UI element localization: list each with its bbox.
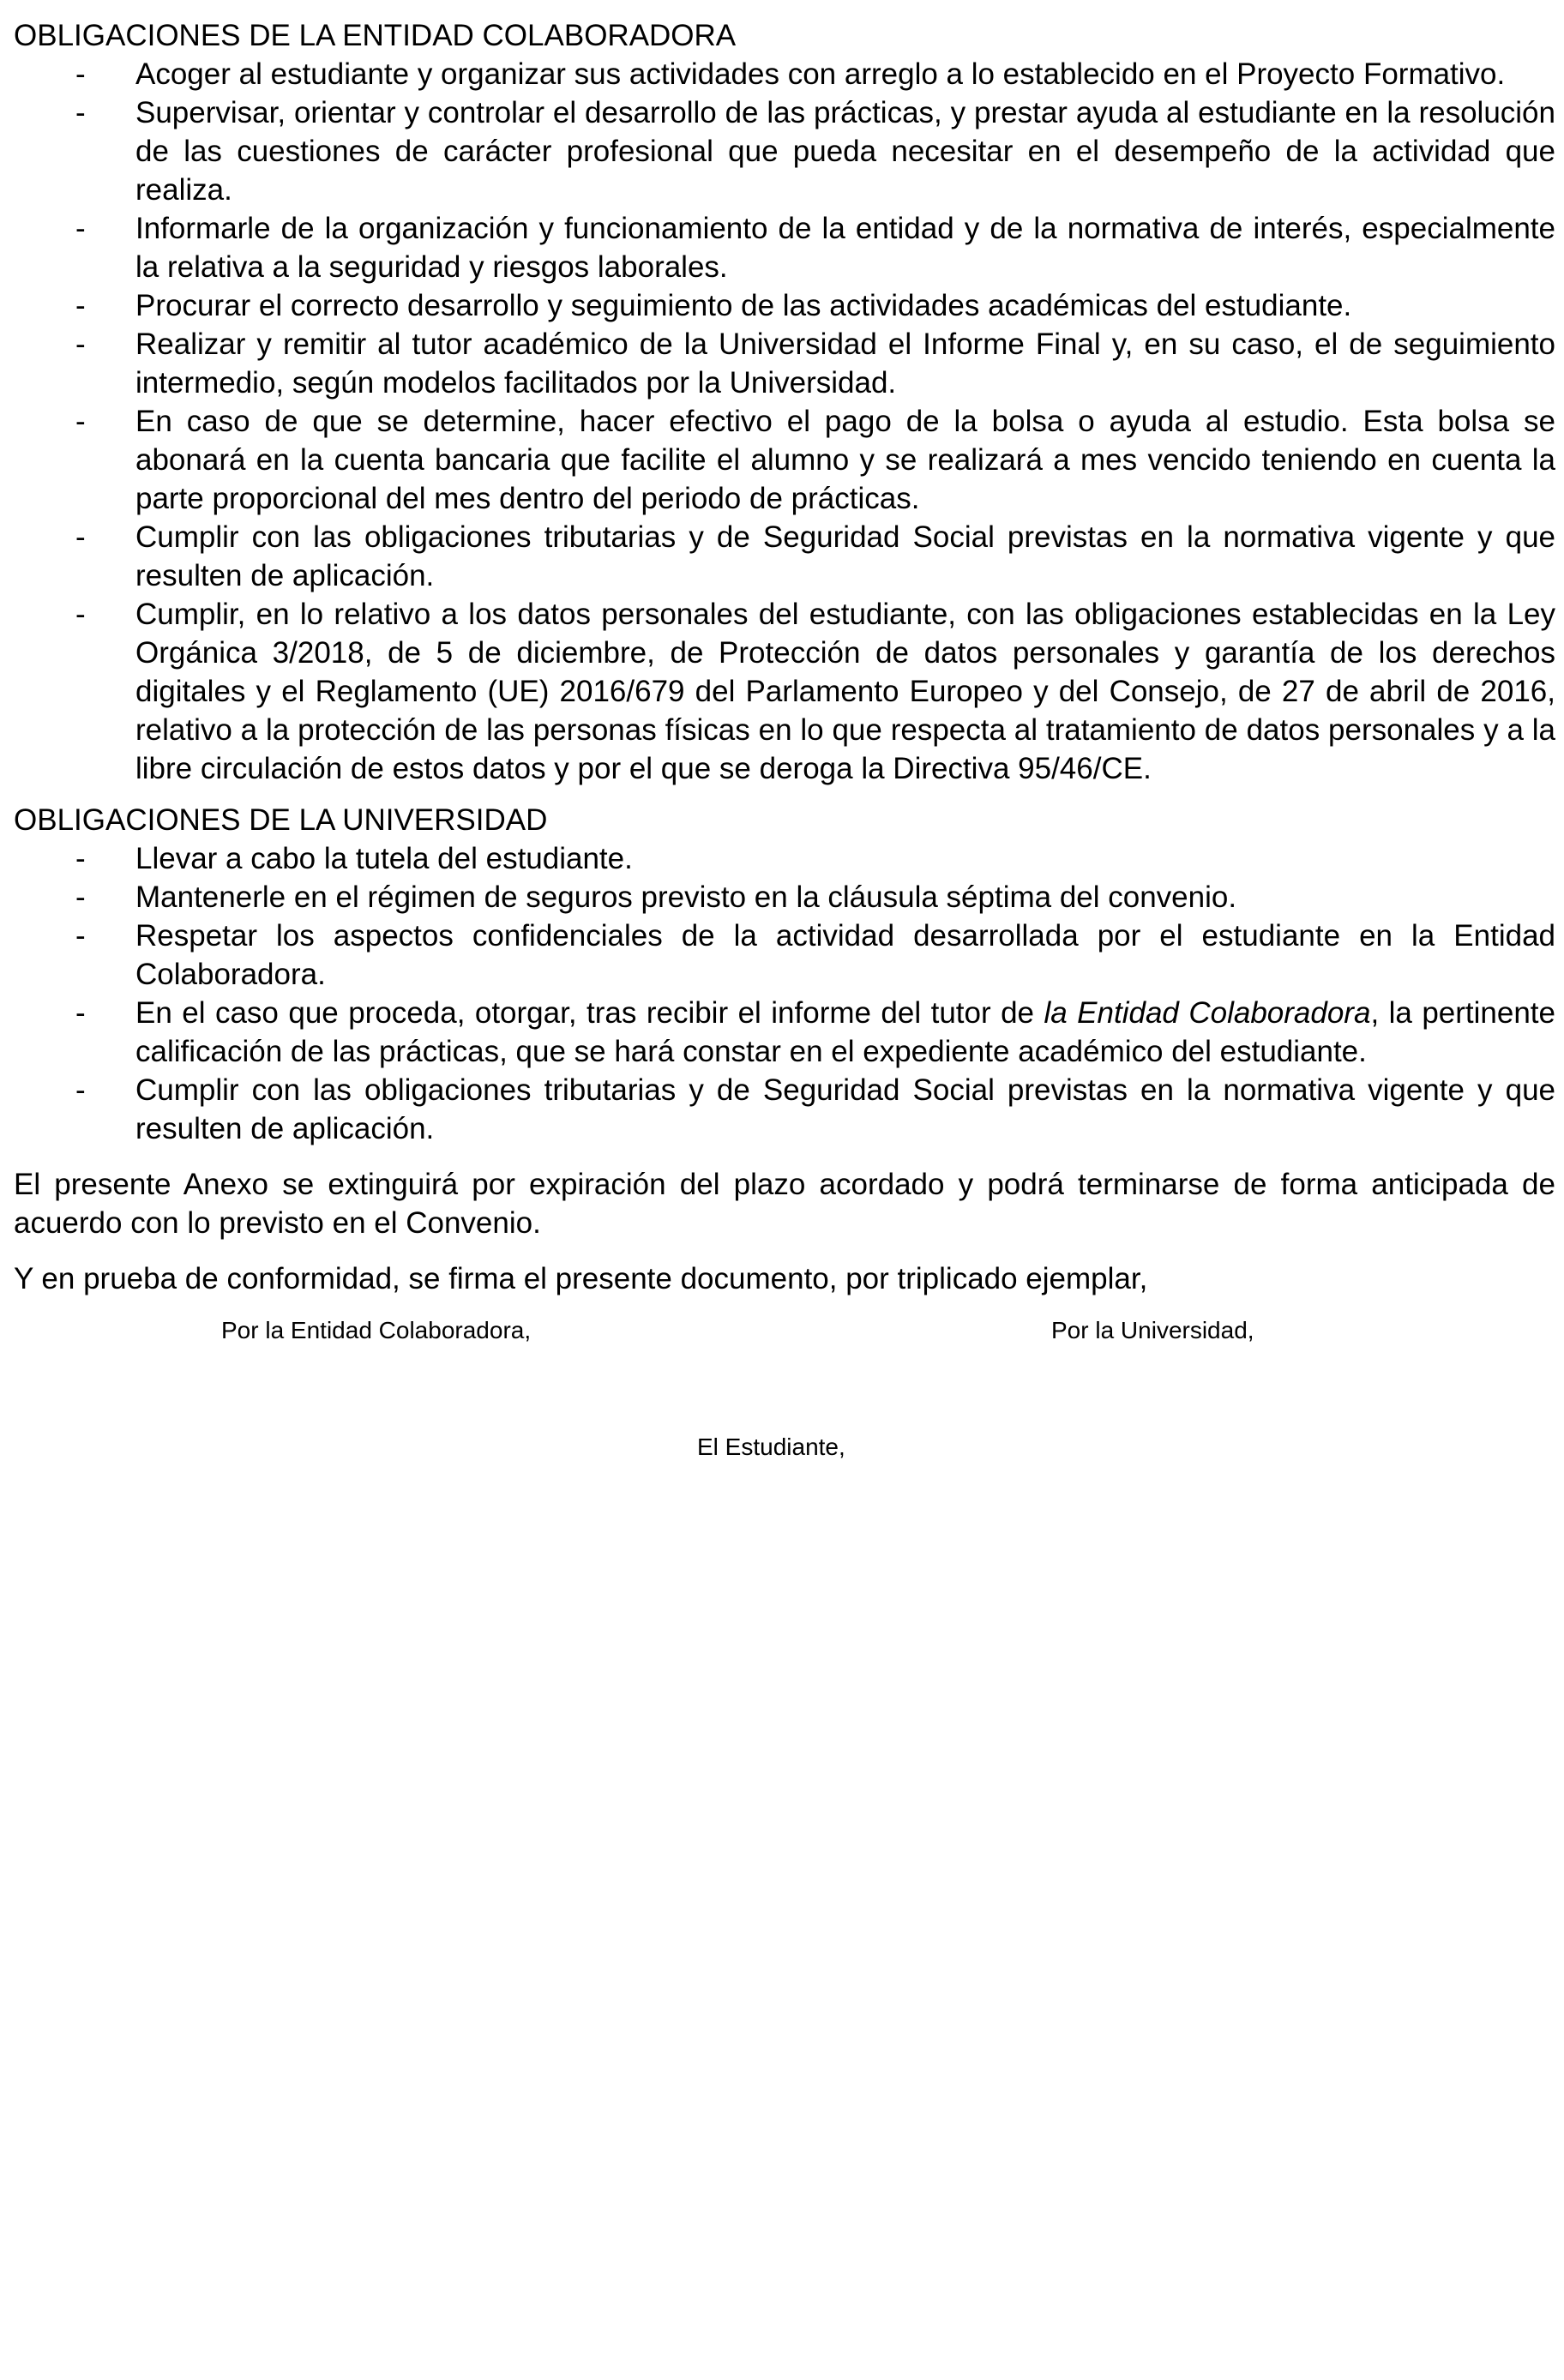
entity-obligations-list: [14, 55, 1555, 788]
list-item: - Cumplir, en lo relativo a los datos personales del estudiante, con las obligaciones establecidas en la Ley Orgánica 3/2018, de 5 de diciembre, de Protección de datos personales y garantía de los derechos digitales y el Reglamento (UE) 2016/679 del Parlamento Europeo y del Consejo, de 27 de abril de 2016, relativo a la protección de las personas físicas en lo que respecta al tratamiento de datos personales y a la libre circulación de estos datos y por el que se deroga la Directiva 95/46/CE.: [14, 595, 1555, 788]
list-dash: -: [75, 328, 86, 361]
list-item: - Realizar y remitir al tutor académico de la Universidad el Informe Final y, en su caso, el de seguimiento intermedio, según modelos facilitados por la Universidad.: [14, 325, 1555, 402]
list-item: - Cumplir con las obligaciones tributarias y de Seguridad Social previstas en la normativa vigente y que resulten de aplicación.: [14, 518, 1555, 595]
spacer: [14, 788, 1555, 802]
list-dash: -: [75, 880, 86, 914]
signature-student-label: El Estudiante,: [697, 1433, 845, 1460]
list-dash: -: [75, 96, 86, 129]
list-dash: -: [75, 57, 86, 91]
closing-paragraph: El presente Anexo se extinguirá por expiración del plazo acordado y podrá terminarse de forma anticipada de acuerdo con lo previsto en el Convenio.: [14, 1168, 1555, 1240]
signature-entity-label: Por la Entidad Colaboradora,: [221, 1317, 532, 1343]
list-dash: -: [75, 289, 86, 322]
list-item: - Procurar el correcto desarrollo y seguimiento de las actividades académicas del estudiante.: [14, 286, 1555, 325]
list-dash: -: [75, 996, 86, 1030]
list-dash: -: [75, 520, 86, 554]
list-dash: -: [75, 842, 86, 875]
list-item: - En el caso que proceda, otorgar, tras recibir el informe del tutor de la Entidad Colaboradora, la pertinente calificación de las prácticas, que se hará constar en el expediente académico del estudiante.: [14, 994, 1555, 1071]
list-dash: -: [75, 1073, 86, 1107]
list-item: - Cumplir con las obligaciones tributarias y de Seguridad Social previstas en la normativa vigente y que resulten de aplicación.: [14, 1071, 1555, 1148]
list-item: - Informarle de la organización y funcionamiento de la entidad y de la normativa de interés, especialmente la relativa a la seguridad y riesgos laborales.: [14, 209, 1555, 286]
list-item: - Llevar a cabo la tutela del estudiante.: [14, 839, 1555, 878]
spacer: [14, 1242, 1555, 1259]
list-dash: -: [75, 919, 86, 953]
list-dash: -: [75, 212, 86, 245]
italic-entity-name: la Entidad Colaboradora: [1044, 996, 1371, 1030]
signature-university-label: Por la Universidad,: [1051, 1317, 1254, 1343]
list-item: - Respetar los aspectos confidenciales de la actividad desarrollada por el estudiante en la Entidad Colaboradora.: [14, 917, 1555, 994]
signature-block: [14, 1315, 1555, 1460]
list-item: - Supervisar, orientar y controlar el desarrollo de las prácticas, y prestar ayuda al estudiante en la resolución de las cuestiones de carácter profesional que pueda necesitar en el desempeño de la actividad que realiza.: [14, 93, 1555, 209]
document-page: [14, 17, 1555, 1460]
spacer: [14, 1148, 1555, 1165]
list-item: - Mantenerle en el régimen de seguros previsto en la cláusula séptima del convenio.: [14, 878, 1555, 917]
list-dash: -: [75, 598, 86, 631]
conformity-paragraph: Y en prueba de conformidad, se firma el presente documento, por triplicado ejemplar,: [14, 1262, 1148, 1295]
university-obligations-list: [14, 839, 1555, 1148]
university-obligations-heading: OBLIGACIONES DE LA UNIVERSIDAD: [14, 803, 548, 837]
list-item: - Acoger al estudiante y organizar sus actividades con arreglo a lo establecido en el Proyecto Formativo.: [14, 55, 1555, 93]
entity-obligations-heading: OBLIGACIONES DE LA ENTIDAD COLABORADORA: [14, 19, 737, 52]
list-dash: -: [75, 405, 86, 438]
list-item: - En caso de que se determine, hacer efectivo el pago de la bolsa o ayuda al estudio. Esta bolsa se abonará en la cuenta bancaria que facilite el alumno y se realizará a mes vencido teniendo en cuenta la parte proporcional del mes dentro del periodo de prácticas.: [14, 402, 1555, 518]
